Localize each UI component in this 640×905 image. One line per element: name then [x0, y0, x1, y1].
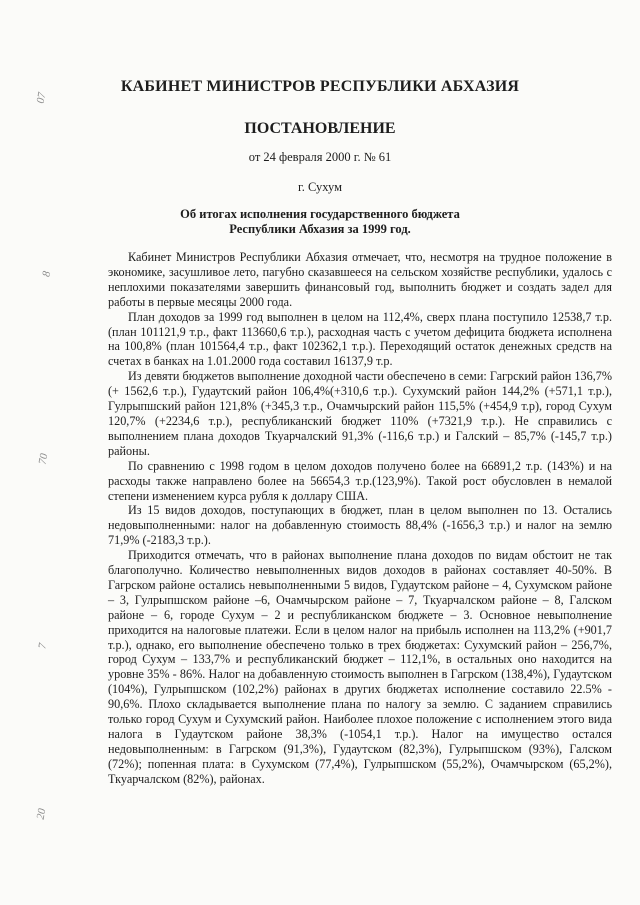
margin-handwritten-note: 20	[34, 807, 49, 821]
body-paragraph: План доходов за 1999 год выполнен в целом на 112,4%, сверх плана поступило 12538,7 т.р. (план 101121,9 т.р., факт 113660,6 т.р.), расходная часть с учетом дефицита бюджета исполнена на 100,8% (план 101564,4 т.р., факт 102362,1 т.р.). Переходящий остаток денежных средств на счетах в банках на 1.01.2000 года составил 16137,9 т.р.	[108, 309, 612, 369]
document-type-title: ПОСТАНОВЛЕНИЕ	[244, 120, 396, 137]
document-body	[108, 250, 612, 787]
document-dateline: от 24 февраля 2000 г. № 61	[248, 150, 392, 164]
body-paragraph: Приходится отмечать, что в районах выполнение плана доходов по видам обстоит не так благополучно. Количество невыполненных видов доходов в районах составляет 40-50%. В Гагрском районе остались невыполненными 5 видов, Гудаутском районе – 4, Сухумском районе – 3, Гулрыпшском районе –6, Очамчырском районе – 7, Ткуарчалском районе – 8, Галском районе – 6, городе Сухум – 2 и республиканском бюджете – 3. Основное невыполнение приходится на налоговые платежи. Если в целом налог на прибыль исполнен на 113,2% (+901,7 т.р.), однако, его выполнение обеспечено только в трех бюджетах: Сухумский район – 256,7%, город Сухум – 133,7% и республиканский бюджет – 112,1%, в остальных оно находится на уровне 35% - 86%. Налог на добавленную стоимость выполнен в Гагрском (138,4%), Гудаутском (104%), Гулрыпшском (102,2%) районах в других бюджетах исполнение составило 22.5% - 90,6%. Плохо складывается выполнение плана по налогу за землю. С заданием справились только город Сухум и Сухумский район. Наиболее плохое положение с исполнением этого вида налога в Гудаутском районе 38,3% (-1054,1 т.р.). Налог на имущество остался недовыполненным: в Гагрском (91,3%), Гудаутском (82,3%), Гулрыпшском (93%), Галском (72%); попенная плата: в Сухумском (77,4%), Гулрыпшском (55,2%), Очамчырском (65,2%), Ткуарчалском (82%), районах.	[108, 548, 612, 786]
body-paragraph: Из девяти бюджетов выполнение доходной части обеспечено в семи: Гагрский район 136,7% (+ 1562,6 т.р.), Гудаутский район 106,4%(+310,6 т.р.). Сухумский район 144,2% (+571,1 т.р.), Гулрыпшский район 121,8% (+345,3 т.р., Очамчырский район 115,5% (+454,9 т.р), город Сухум 120,7% (+2234,6 т.р.), республиканский бюджет 110% (+7321,9 т.р.). Не справились с выполнением плана доходов Ткуарчалский 91,3% (-116,6 т.р.) и Галский – 85,7% (-145,7 т.р.) районы.	[108, 369, 612, 458]
margin-handwritten-note: 7	[36, 642, 50, 650]
body-paragraph: Из 15 видов доходов, поступающих в бюджет, план в целом выполнен по 13. Остались недовыполненными: налог на добавленную стоимость 88,4% (-1656,3 т.р.) и налог на землю 71,9% (-2183,3 т.р.).	[108, 503, 612, 548]
document-city: г. Сухум	[297, 180, 342, 194]
body-paragraph: По сравнению с 1998 годом в целом доходов получено более на 66891,2 т.р. (143%) и на расходы также направлено более на 56654,3 т.р.(123,9%). Такой рост обусловлен в немалой степени изменением курса рубля к доллару США.	[108, 458, 612, 503]
document-subject	[0, 207, 640, 237]
margin-handwritten-note: 8	[40, 270, 54, 278]
organization-title: КАБИНЕТ МИНИСТРОВ РЕСПУБЛИКИ АБХАЗИЯ	[120, 78, 520, 95]
margin-handwritten-note: 07	[34, 91, 49, 105]
margin-handwritten-note: 70	[36, 452, 51, 466]
subject-line: Республики Абхазия за 1999 год.	[229, 222, 411, 236]
body-paragraph: Кабинет Министров Республики Абхазия отмечает, что, несмотря на трудное положение в экономике, засушливое лето, пагубно сказавшееся на сельском хозяйстве республики, удалось с неплохими показателями завершить финансовый год, выполнить бюджет и создать задел для работы в первые месяцы 2000 года.	[108, 250, 612, 309]
subject-line: Об итогах исполнения государственного бюджета	[180, 207, 460, 221]
